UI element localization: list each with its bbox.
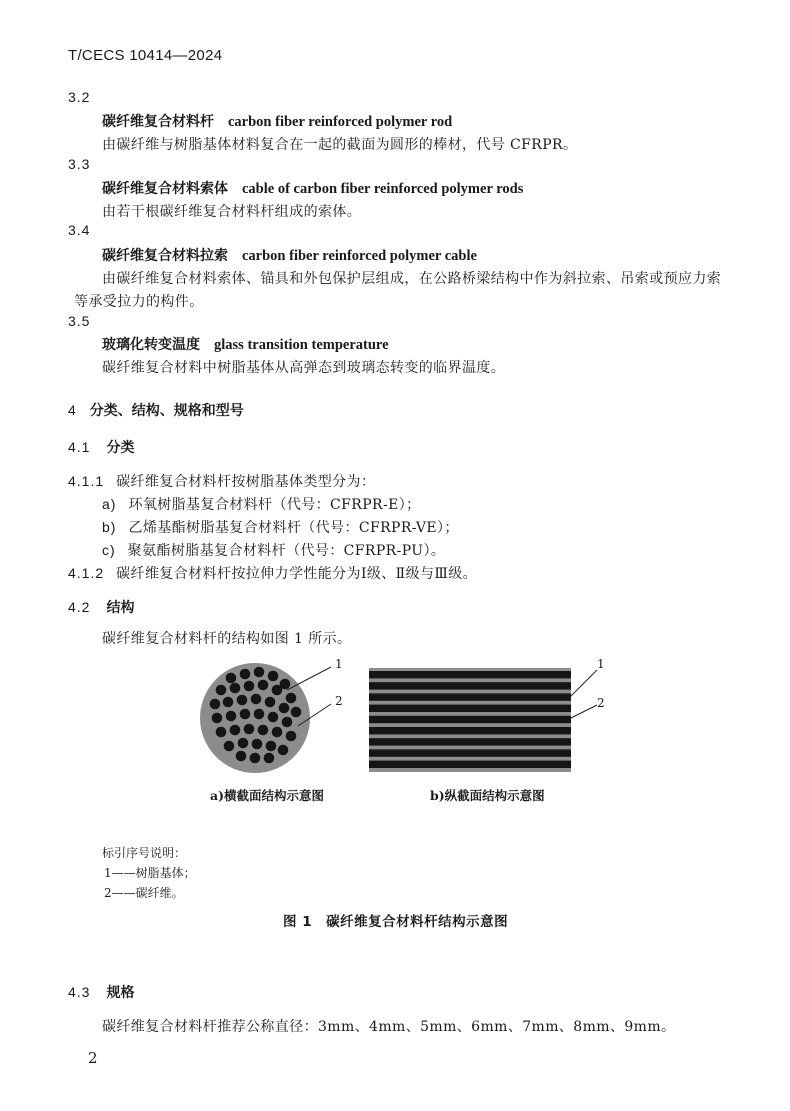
carbon-fiber-stripes [369, 671, 571, 768]
carbon-fiber-dot [252, 739, 263, 750]
term-en: carbon fiber reinforced polymer rod [228, 114, 453, 130]
carbon-fiber-dot [265, 697, 276, 708]
clause-text: 碳纤维复合材料杆按拉伸力学性能分为Ⅰ级、Ⅱ级与Ⅲ级。 [116, 566, 478, 582]
definition-text-3-4-line1: 由碳纤维复合材料索体、锚具和外包保护层组成，在公路桥梁结构中作为斜拉索、吊索或预应力索 [102, 271, 722, 287]
clause-number-3-2: 3.2 [68, 89, 91, 105]
paragraph-4-2: 碳纤维复合材料杆的结构如图 1 所示。 [102, 631, 352, 647]
term-3-3 [102, 178, 523, 198]
section-title: 分类、结构、规格和型号 [89, 403, 244, 419]
carbon-fiber-dot [258, 680, 269, 691]
carbon-fiber-stripe [369, 749, 571, 756]
page-number: 2 [88, 1049, 98, 1067]
definition-text-3-4-line2: 等承受拉力的构件。 [74, 294, 204, 310]
carbon-fiber-stripe [369, 682, 571, 689]
carbon-fiber-stripe [369, 705, 571, 712]
carbon-fiber-dot [223, 697, 234, 708]
legend-item-2: 2——碳纤维。 [104, 886, 184, 900]
carbon-fiber-dot [254, 667, 265, 678]
carbon-fiber-dot [286, 693, 297, 704]
carbon-fiber-dot [279, 703, 290, 714]
leader-line-1 [287, 667, 331, 690]
carbon-fiber-stripe [369, 761, 571, 768]
carbon-fiber-dot [237, 695, 248, 706]
definition-text-3-5: 碳纤维复合材料中树脂基体从高弹态到玻璃态转变的临界温度。 [102, 360, 506, 376]
legend-title: 标引序号说明： [102, 846, 187, 860]
list-text: 乙烯基酯树脂基复合材料杆（代号：CFRPR-VE）； [128, 520, 459, 536]
carbon-fiber-dot [258, 725, 269, 736]
clause-number: 4.1.1 [68, 473, 105, 489]
carbon-fiber-dot [210, 699, 221, 710]
carbon-fiber-dot [268, 712, 279, 723]
carbon-fiber-dot [251, 694, 262, 705]
longitudinal-section-diagram [365, 660, 605, 780]
list-item-b [102, 517, 459, 537]
carbon-fiber-stripe [369, 671, 571, 678]
callout-1-cross: 1 [335, 657, 343, 671]
section-heading-4 [68, 400, 244, 420]
carbon-fiber-dot [250, 753, 261, 764]
carbon-fiber-dot [230, 725, 241, 736]
carbon-fiber-dot [244, 681, 255, 692]
term-en: carbon fiber reinforced polymer cable [242, 248, 477, 264]
carbon-fiber-dot [216, 727, 227, 738]
carbon-fiber-dot [212, 713, 223, 724]
carbon-fiber-stripe [369, 716, 571, 723]
carbon-fiber-dot [224, 741, 235, 752]
carbon-fiber-dot [236, 751, 247, 762]
caption-longitudinal-section: b)纵截面结构示意图 [430, 788, 545, 803]
carbon-fiber-dot [240, 709, 251, 720]
term-3-2 [102, 111, 452, 131]
leader-line-1 [569, 670, 597, 698]
section-number: 4.2 [68, 599, 91, 615]
clause-number-3-3: 3.3 [68, 156, 91, 172]
carbon-fiber-dot [291, 707, 302, 718]
term-en: cable of carbon fiber reinforced polymer rods [242, 181, 524, 197]
carbon-fiber-dot [266, 741, 277, 752]
term-en: glass transition temperature [214, 337, 389, 353]
clause-number-3-5: 3.5 [68, 313, 91, 329]
callout-2-longitudinal: 2 [597, 696, 605, 710]
list-mark: c) [102, 542, 116, 558]
list-item-a [102, 494, 421, 514]
list-mark: a) [102, 496, 117, 512]
term-3-4 [102, 245, 477, 265]
carbon-fiber-dot [272, 685, 283, 696]
section-number: 4 [68, 402, 76, 418]
term-zh: 碳纤维复合材料索体 [102, 181, 228, 197]
definition-text-3-2: 由碳纤维与树脂基体材料复合在一起的截面为圆形的棒材，代号 CFRPR。 [102, 137, 578, 153]
section-title: 分类 [106, 440, 135, 456]
section-number: 4.3 [68, 984, 91, 1000]
carbon-fiber-dot [230, 683, 241, 694]
clause-number: 4.1.2 [68, 565, 105, 581]
standard-number: T/CECS 10414—2024 [68, 47, 223, 64]
callout-2-cross: 2 [335, 694, 343, 708]
section-heading-4-3 [68, 982, 134, 1002]
carbon-fiber-dot [278, 745, 289, 756]
list-mark: b) [102, 519, 117, 535]
section-heading-4-2 [68, 597, 134, 617]
term-zh: 玻璃化转变温度 [102, 337, 200, 353]
list-text: 聚氨酯树脂基复合材料杆（代号：CFRPR-PU）。 [127, 543, 446, 559]
list-text: 环氧树脂基复合材料杆（代号：CFRPR-E）； [128, 497, 421, 513]
term-3-5 [102, 334, 389, 354]
figure-title: 图 1 碳纤维复合材料杆结构示意图 [283, 914, 509, 930]
carbon-fiber-dot [240, 669, 251, 680]
clause-number-3-4: 3.4 [68, 222, 91, 238]
paragraph-4-3: 碳纤维复合材料杆推荐公称直径：3mm、4mm、5mm、6mm、7mm、8mm、9mm。 [102, 1019, 676, 1035]
definition-text-3-3: 由若干根碳纤维复合材料杆组成的索体。 [102, 204, 362, 220]
term-zh: 碳纤维复合材料拉索 [102, 248, 228, 264]
carbon-fiber-dot [268, 671, 279, 682]
carbon-fiber-dot [226, 673, 237, 684]
caption-cross-section: a)横截面结构示意图 [210, 788, 325, 803]
carbon-fiber-dot [286, 731, 297, 742]
carbon-fiber-stripe [369, 693, 571, 700]
section-title: 规格 [106, 985, 135, 1001]
term-zh: 碳纤维复合材料杆 [102, 114, 214, 130]
clause-4-1-2 [68, 563, 477, 583]
callout-1-longitudinal: 1 [597, 657, 605, 671]
section-heading-4-1 [68, 437, 134, 457]
carbon-fiber-dot [264, 753, 275, 764]
carbon-fiber-dot [226, 711, 237, 722]
legend-item-1: 1——树脂基体； [104, 866, 196, 880]
leader-line-2 [569, 705, 597, 719]
clause-4-1-1 [68, 471, 375, 491]
carbon-fiber-dot [238, 738, 249, 749]
section-title: 结构 [106, 600, 135, 616]
list-item-c [102, 540, 445, 560]
carbon-fiber-dot [216, 685, 227, 696]
carbon-fiber-dot [254, 709, 265, 720]
cross-section-diagram [195, 650, 355, 785]
clause-text: 碳纤维复合材料杆按树脂基体类型分为： [116, 474, 376, 490]
carbon-fiber-stripe [369, 738, 571, 745]
carbon-fiber-dot [272, 727, 283, 738]
carbon-fiber-dot [282, 717, 293, 728]
carbon-fiber-dot [244, 724, 255, 735]
section-number: 4.1 [68, 439, 91, 455]
carbon-fiber-stripe [369, 727, 571, 734]
